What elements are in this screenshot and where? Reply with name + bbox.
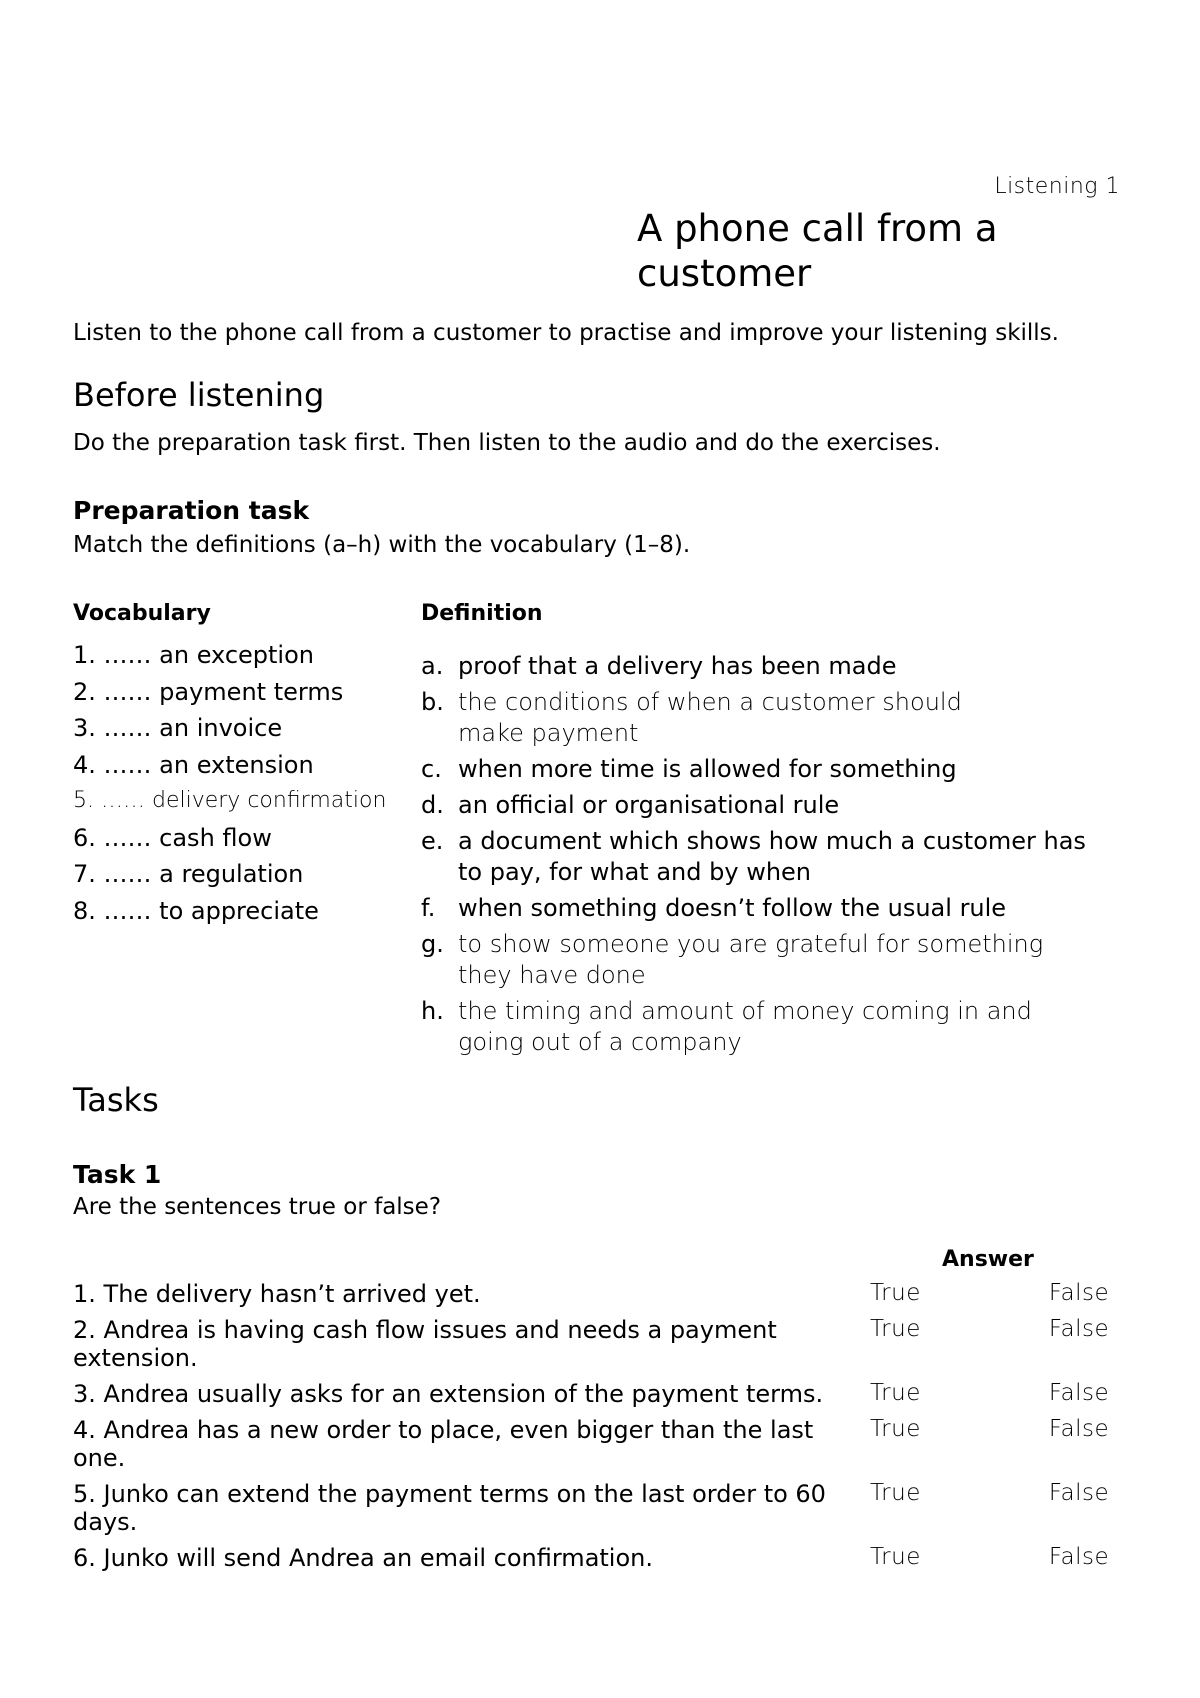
true-option[interactable]: True	[870, 1544, 921, 1570]
definition-text: the conditions of when a customer should make payment	[458, 688, 962, 747]
false-option[interactable]: False	[1048, 1380, 1110, 1406]
true-option[interactable]: True	[870, 1280, 921, 1306]
task1-instruction: Are the sentences true or false?	[73, 1194, 442, 1220]
definition-letter: h.	[421, 997, 444, 1025]
page-title: A phone call from a customer	[637, 207, 998, 295]
intro-text: Listen to the phone call from a customer to practise and improve your listening skills.	[73, 320, 1059, 346]
definition-heading: Definition	[421, 601, 543, 626]
statement-text: 3. Andrea usually asks for an extension of the payment terms.	[73, 1380, 824, 1408]
definition-text: proof that a delivery has been made	[458, 652, 897, 680]
table-row	[73, 1544, 1113, 1580]
false-option[interactable]: False	[1048, 1480, 1110, 1506]
true-option[interactable]: True	[870, 1380, 921, 1406]
vocabulary-list	[73, 637, 413, 929]
tasks-heading: Tasks	[73, 1081, 159, 1119]
false-option[interactable]: False	[1048, 1316, 1110, 1342]
task1-heading: Task 1	[73, 1160, 162, 1189]
lesson-label: Listening 1	[994, 174, 1120, 199]
definition-letter: g.	[421, 930, 444, 958]
vocabulary-item: 7. …… a regulation	[73, 860, 304, 888]
definition-item	[421, 790, 1071, 821]
definition-item	[421, 826, 1098, 888]
definition-text: a document which shows how much a customer has to pay, for what and by when	[458, 827, 1086, 886]
definition-item	[421, 687, 978, 749]
vocabulary-item: 4. …… an extension	[73, 750, 314, 779]
before-listening-heading: Before listening	[73, 376, 325, 414]
definition-letter: e.	[421, 827, 444, 855]
table-row	[73, 1380, 1113, 1416]
definition-letter: b.	[421, 688, 444, 716]
false-option[interactable]: False	[1048, 1416, 1110, 1442]
table-row	[73, 1316, 1113, 1380]
vocabulary-item: 5. …… delivery confirmation	[73, 788, 387, 813]
statement-text: 1. The delivery hasn’t arrived yet.	[73, 1280, 481, 1308]
definition-text: when more time is allowed for something	[458, 755, 957, 783]
false-option[interactable]: False	[1048, 1544, 1110, 1570]
vocabulary-item: 3. …… an invoice	[73, 714, 283, 742]
definition-item	[421, 893, 1071, 924]
true-option[interactable]: True	[870, 1480, 921, 1506]
preparation-task-instruction: Match the definitions (a–h) with the vocabulary (1–8).	[73, 532, 691, 558]
table-row	[73, 1280, 1113, 1316]
true-false-table	[73, 1280, 1113, 1580]
vocabulary-item: 6. …… cash flow	[73, 823, 272, 852]
table-row	[73, 1416, 1113, 1480]
definition-item	[421, 929, 1078, 991]
statement-text: 5. Junko can extend the payment terms on the last order to 60 days.	[73, 1480, 826, 1536]
definition-letter: c.	[421, 755, 442, 783]
statement-text: 6. Junko will send Andrea an email confirmation.	[73, 1544, 653, 1572]
vocabulary-item: 1. …… an exception	[73, 641, 314, 669]
statement-text: 2. Andrea is having cash flow issues and needs a payment extension.	[73, 1316, 777, 1372]
definition-list	[421, 651, 1086, 1063]
definition-item	[421, 996, 1078, 1058]
table-row	[73, 1480, 1113, 1544]
vocabulary-heading: Vocabulary	[73, 601, 211, 626]
preparation-task-heading: Preparation task	[73, 496, 310, 525]
definition-item	[421, 754, 1071, 785]
definition-text: the timing and amount of money coming in and going out of a company	[458, 997, 1032, 1056]
definition-letter: d.	[421, 791, 444, 819]
false-option[interactable]: False	[1048, 1280, 1110, 1306]
answer-heading: Answer	[942, 1247, 1034, 1272]
true-option[interactable]: True	[870, 1316, 921, 1342]
before-listening-instruction: Do the preparation task first. Then listen to the audio and do the exercises.	[73, 430, 941, 456]
definition-item	[421, 651, 1071, 682]
definition-letter: a.	[421, 652, 444, 680]
vocabulary-item: 2. …… payment terms	[73, 677, 344, 706]
definition-letter: f.	[421, 894, 436, 922]
definition-text: an official or organisational rule	[458, 791, 840, 819]
statement-text: 4. Andrea has a new order to place, even bigger than the last one.	[73, 1416, 814, 1472]
true-option[interactable]: True	[870, 1416, 921, 1442]
vocabulary-item: 8. …… to appreciate	[73, 896, 319, 925]
definition-text: when something doesn’t follow the usual rule	[458, 894, 1007, 922]
definition-text: to show someone you are grateful for something they have done	[458, 930, 1044, 989]
